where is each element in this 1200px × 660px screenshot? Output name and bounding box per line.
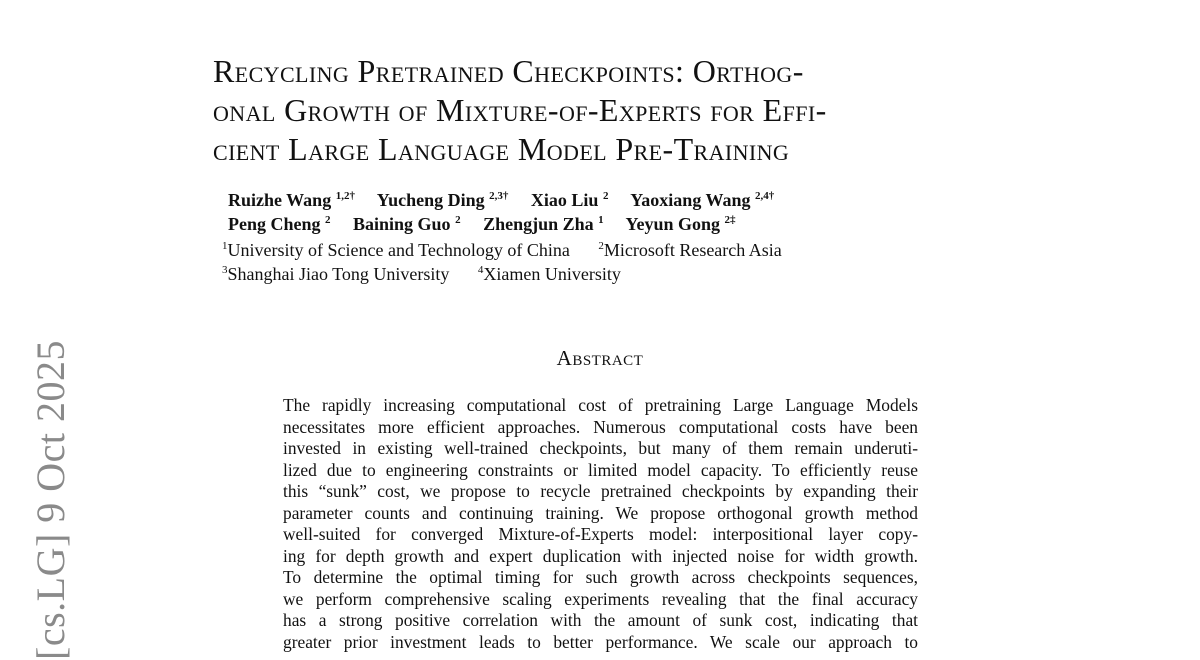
author: Yucheng Ding $^{2,3\dagger}$ (376, 190, 509, 210)
abstract-line: lized due to engineering constraints or limited model capacity. To efficiently reuse (283, 459, 918, 480)
abstract-body (283, 395, 918, 653)
author: Ruizhe Wang $^{1,2\dagger}$ (228, 190, 355, 210)
author-list (228, 188, 792, 236)
author: Baining Guo $^2$ (353, 214, 461, 234)
affiliation-row (222, 238, 806, 262)
abstract-line: well-suited for converged Mixture-of-Experts model: interpositional layer copy- (283, 524, 918, 544)
abstract-line: invested in existing well-trained checkpoints, but many of them remain underuti- (283, 438, 918, 458)
abstract-line: has a strong positive correlation with the amount of sunk cost, indicating that (283, 610, 918, 630)
affiliation-list (222, 238, 806, 286)
affiliation-row (222, 262, 806, 286)
author: Xiao Liu $^2$ (530, 190, 609, 210)
author-row (228, 188, 792, 212)
abstract-line: this “sunk” cost, we propose to recycle pretrained checkpoints by expanding their (283, 481, 918, 501)
author-row (228, 212, 792, 236)
affiliation: $^4$Xiamen University (477, 264, 621, 284)
abstract-line: To determine the optimal timing for such growth across checkpoints sequences, (283, 567, 918, 587)
abstract-line: ing for depth growth and expert duplication with injected noise for width growth. (283, 545, 918, 566)
abstract-line: we perform comprehensive scaling experiments revealing that the final accuracy (283, 588, 918, 609)
abstract-line: The rapidly increasing computational cost of pretraining Large Language Models (283, 395, 918, 415)
affiliation: $^1$University of Science and Technology of China (222, 240, 570, 260)
author: Peng Cheng $^2$ (228, 214, 331, 234)
title-line: cient Large Language Model Pre-Training (213, 131, 790, 167)
abstract-line: parameter counts and continuing training. We propose orthogonal growth method (283, 502, 918, 523)
arxiv-side-stamp: [cs.LG] 9 Oct 2025 (28, 339, 73, 660)
abstract-line: necessitates more efficient approaches. Numerous computational costs have been (283, 416, 918, 437)
affiliation: $^2$Microsoft Research Asia (598, 240, 782, 260)
title-line: onal Growth of Mixture-of-Experts for Effi- (213, 92, 827, 128)
title-line: Recycling Pretrained Checkpoints: Orthog- (213, 53, 804, 89)
author: Yeyun Gong $^{2\ddagger}$ (625, 214, 736, 234)
paper-title (213, 52, 993, 169)
author: Zhengjun Zha $^1$ (483, 214, 604, 234)
abstract-heading: Abstract (556, 346, 644, 370)
abstract-line: greater prior investment leads to better performance. We scale our approach to (283, 631, 918, 652)
author: Yaoxiang Wang $^{2,4\dagger}$ (630, 190, 775, 210)
affiliation: $^3$Shanghai Jiao Tong University (222, 264, 450, 284)
